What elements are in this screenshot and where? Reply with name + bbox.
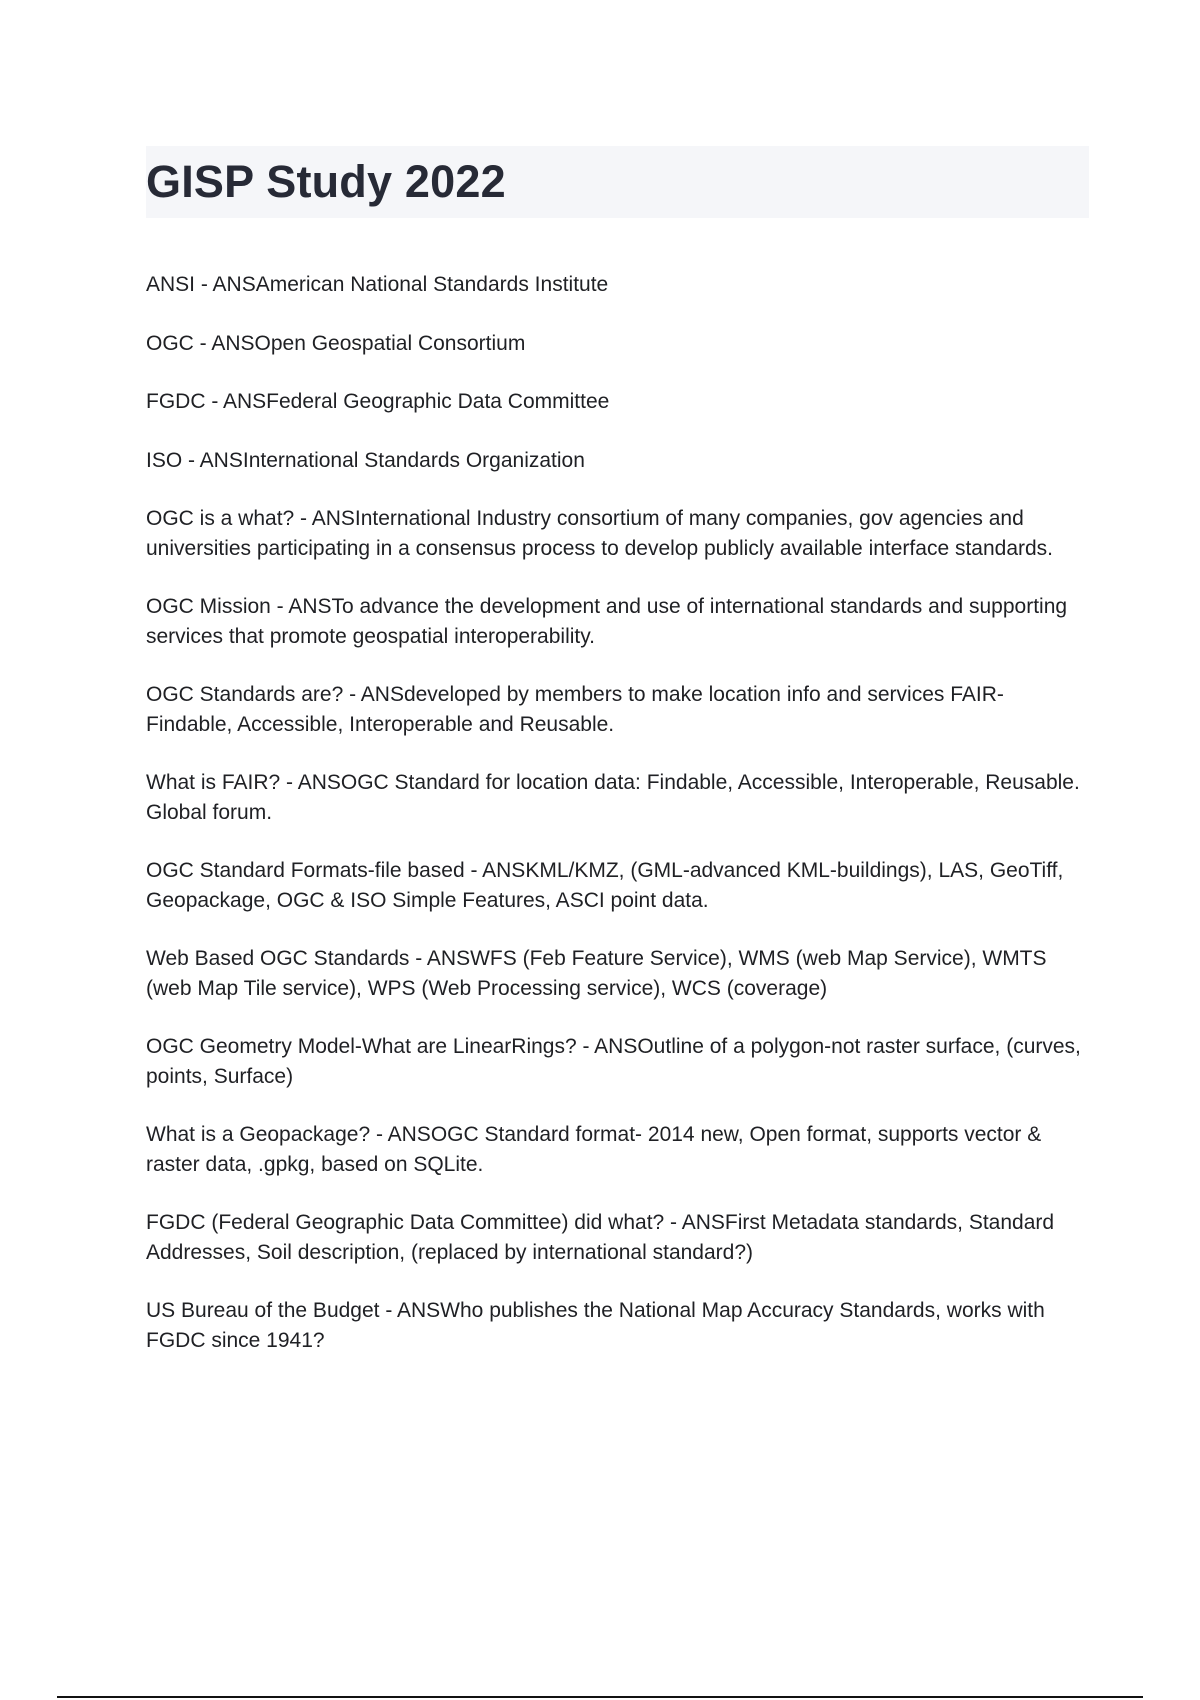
qa-item: FGDC - ANSFederal Geographic Data Committee bbox=[146, 390, 610, 413]
qa-item: OGC Mission - ANSTo advance the development and use of international standards and supporting services that promote geospatial interoperability. bbox=[146, 595, 1068, 648]
qa-item: OGC Standards are? - ANSdeveloped by members to make location info and services FAIR- Findable, Accessible, Interoperable and Reusable. bbox=[146, 683, 1004, 736]
page-title: GISP Study 2022 bbox=[146, 156, 506, 207]
qa-item: OGC is a what? - ANSInternational Industry consortium of many companies, gov agencies and universities participating in a consensus process to develop publicly available interface standards. bbox=[146, 507, 1054, 560]
qa-item: FGDC (Federal Geographic Data Committee) did what? - ANSFirst Metadata standards, Standard Addresses, Soil description, (replaced by international standard?) bbox=[146, 1211, 1055, 1264]
qa-item: ANSI - ANSAmerican National Standards Institute bbox=[146, 273, 609, 296]
qa-item: OGC Standard Formats-file based - ANSKML/KMZ, (GML-advanced KML-buildings), LAS, GeoTiff, Geopackage, OGC & ISO Simple Features, ASCI point data. bbox=[146, 859, 1064, 912]
footer-divider bbox=[57, 1696, 1143, 1698]
qa-item: US Bureau of the Budget - ANSWho publishes the National Map Accuracy Standards, works with FGDC since 1941? bbox=[146, 1299, 1045, 1352]
qa-item: ISO - ANSInternational Standards Organization bbox=[146, 448, 585, 472]
qa-item: What is a Geopackage? - ANSOGC Standard format- 2014 new, Open format, supports vector & raster data, .gpkg, based on SQLite. bbox=[146, 1123, 1042, 1176]
qa-item: Web Based OGC Standards - ANSWFS (Feb Feature Service), WMS (web Map Service), WMTS (web Map Tile service), WPS (Web Processing service), WCS (coverage) bbox=[146, 947, 1047, 1000]
qa-item: What is FAIR? - ANSOGC Standard for location data: Findable, Accessible, Interoperable, Reusable. Global forum. bbox=[146, 771, 1080, 824]
qa-item: OGC Geometry Model-What are LinearRings? - ANSOutline of a polygon-not raster surface, (curves, points, Surface) bbox=[146, 1035, 1081, 1088]
qa-list bbox=[146, 270, 1081, 1384]
qa-item: OGC - ANSOpen Geospatial Consortium bbox=[146, 331, 526, 355]
